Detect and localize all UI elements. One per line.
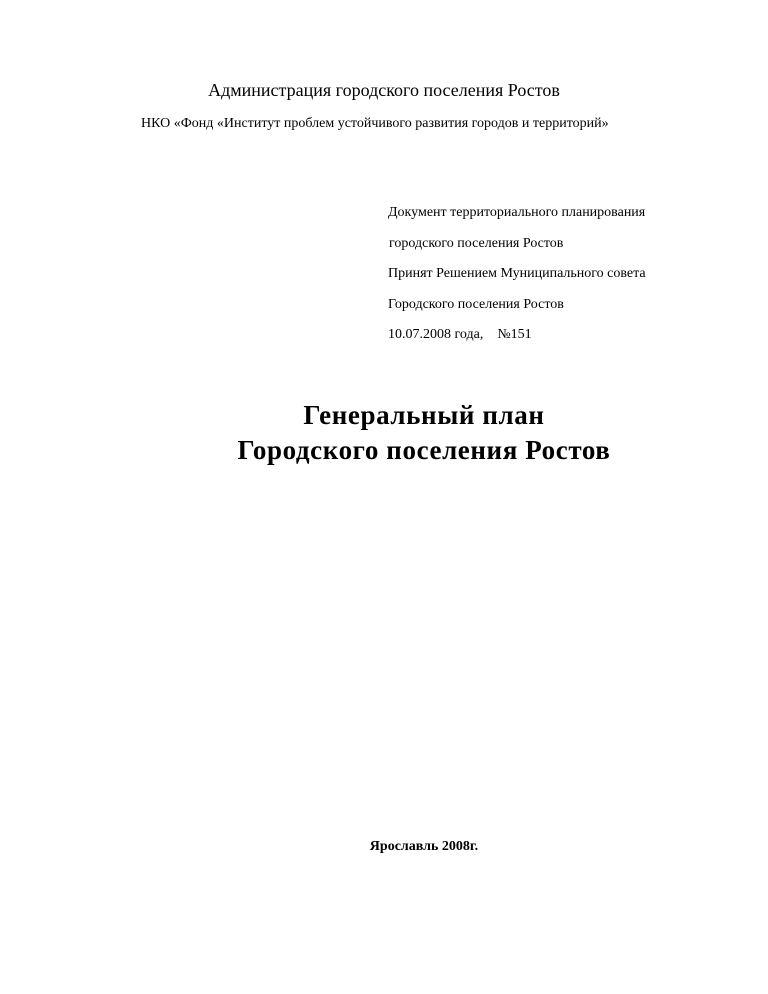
- administration-heading: Администрация городского поселения Ростов: [208, 80, 560, 100]
- approval-line-settlement: городского поселения Ростов: [389, 235, 564, 251]
- approval-line-date-number: 10.07.2008 года, №151: [388, 327, 532, 342]
- title-line-settlement: Городского поселения Ростов: [237, 435, 611, 465]
- approval-block: [388, 204, 646, 357]
- approval-line-document-type: Документ территориального планирования: [388, 205, 646, 220]
- approval-line-council-settlement: Городского поселения Ростов: [388, 296, 564, 312]
- title-line-general-plan: Генеральный план: [303, 400, 545, 430]
- organization-name: НКО «Фонд «Институт проблем устойчивого развития городов и территорий»: [141, 116, 609, 131]
- place-and-year: Ярославль 2008г.: [369, 839, 479, 854]
- approval-line-adopted-by: Принят Решением Муниципального совета: [388, 266, 646, 281]
- document-title: [0, 398, 768, 468]
